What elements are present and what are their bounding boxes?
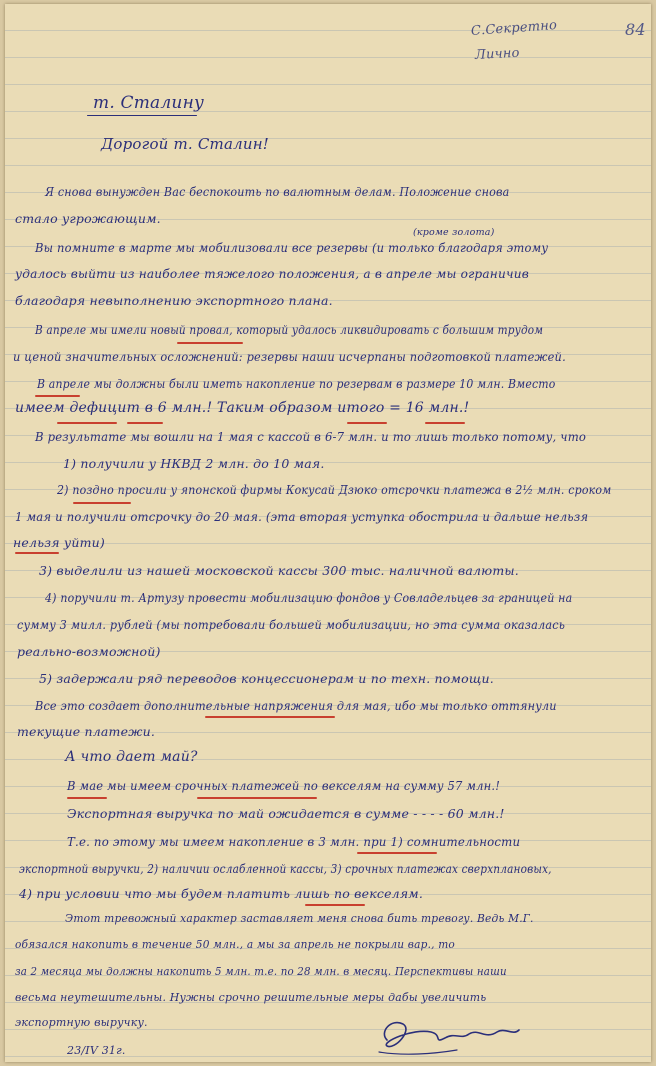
red-underline: [177, 342, 243, 344]
letter-line: экспортную выручку.: [15, 1016, 148, 1029]
insert-note: (кроме золота): [413, 227, 495, 238]
red-underline: [127, 422, 163, 424]
letter-line: В апреле мы имели новый провал, который удалось ликвидировать с большим трудом: [35, 322, 544, 337]
letter-line: удалось выйти из наиболее тяжелого положения, а в апреле мы ограничив: [15, 266, 529, 281]
letter-line: В мае мы имеем срочных платежей по векселям на сумму 57 млн.!: [67, 778, 501, 793]
letter-line: за 2 месяца мы должны накопить 5 млн. т.е. по 28 млн. в месяц. Перспективы наши: [15, 965, 507, 978]
letter-line: 1 мая и получили отсрочку до 20 мая. (эта вторая уступка обострила и дальше нельзя: [15, 509, 589, 524]
red-underline: [347, 422, 387, 424]
salutation: Дорогой т. Сталин!: [101, 135, 270, 153]
letter-line: 2) поздно просили у японской фирмы Кокусай Дзюко отсрочки платежа в 2½ млн. сроком: [57, 482, 612, 497]
letter-line: Я снова вынужден Вас беспокоить по валютным делам. Положение снова: [45, 184, 510, 199]
letter-page: [5, 4, 651, 1062]
letter-line: В результате мы вошли на 1 мая с кассой в 6-7 млн. и то лишь только потому, что: [35, 429, 587, 444]
letter-line: 4) поручили т. Артузу провести мобилизацию фондов у Совладельцев за границей на: [45, 590, 573, 605]
letter-line: А что дает май?: [65, 749, 198, 765]
letter-line: благодаря невыполнению экспортного плана.: [15, 293, 333, 308]
red-underline: [425, 422, 465, 424]
letter-line: весьма неутешительны. Нужны срочно решительные меры дабы увеличить: [15, 991, 487, 1004]
red-underline: [67, 797, 107, 799]
addressee: т. Сталину: [93, 93, 205, 113]
letter-line: стало угрожающим.: [15, 211, 161, 226]
letter-line: экспортной выручки, 2) наличии ослабленной кассы, 3) срочных платежах сверхплановых,: [19, 861, 552, 876]
letter-line: текущие платежи.: [17, 724, 156, 739]
red-underline: [35, 395, 80, 397]
letter-line: реально-возможной): [17, 644, 161, 659]
red-underline: [205, 716, 335, 718]
letter-line: сумму 3 милл. рублей (мы потребовали большей мобилизации, но эта сумма оказалась: [17, 617, 566, 632]
letter-line: 1) получили у НКВД 2 млн. до 10 мая.: [63, 456, 325, 471]
red-underline: [73, 502, 131, 504]
secrecy-stamp: С.Секретно: [470, 18, 558, 39]
letter-line: нельзя уйти): [13, 535, 105, 550]
letter-line: Этот тревожный характер заставляет меня снова бить тревогу. Ведь М.Г.: [65, 912, 534, 925]
letter-line: Все это создает дополнительные напряжения для мая, ибо мы только оттянули: [35, 698, 557, 713]
signature-scribble: [373, 1010, 523, 1062]
letter-line: обязался накопить в течение 50 млн., а мы за апрель не покрыли вар., то: [15, 938, 455, 951]
red-underline: [305, 904, 365, 906]
page-number: 84: [625, 20, 646, 39]
red-underline: [197, 797, 317, 799]
letter-line: Т.е. по этому мы имеем накопление в 3 млн. при 1) сомнительности: [67, 834, 521, 849]
red-underline: [15, 552, 59, 554]
letter-date: 23/IV 31г.: [67, 1044, 126, 1057]
signature: [373, 1010, 523, 1062]
letter-line: Вы помните в марте мы мобилизовали все резервы (и только благодаря этому: [35, 240, 549, 255]
red-underline: [57, 422, 117, 424]
letter-line: Экспортная выручка по май ожидается в сумме - - - - 60 млн.!: [67, 806, 505, 821]
letter-line: В апреле мы должны были иметь накопление по резервам в размере 10 млн. Вместо: [37, 376, 556, 391]
personal-mark: Лично: [474, 45, 521, 63]
letter-line: имеем дефицит в 6 млн.! Таким образом итого = 16 млн.!: [15, 400, 470, 416]
letter-line: 3) выделили из нашей московской кассы 300 тыс. наличной валюты.: [39, 563, 519, 578]
letter-line: и ценой значительных осложнений: резервы наши исчерпаны подготовкой платежей.: [13, 349, 566, 364]
addressee-underline: [87, 115, 197, 116]
letter-line: 5) задержали ряд переводов концессионерам и по техн. помощи.: [39, 671, 494, 686]
letter-line: 4) при условии что мы будем платить лишь по векселям.: [19, 886, 424, 901]
red-underline: [357, 852, 437, 854]
